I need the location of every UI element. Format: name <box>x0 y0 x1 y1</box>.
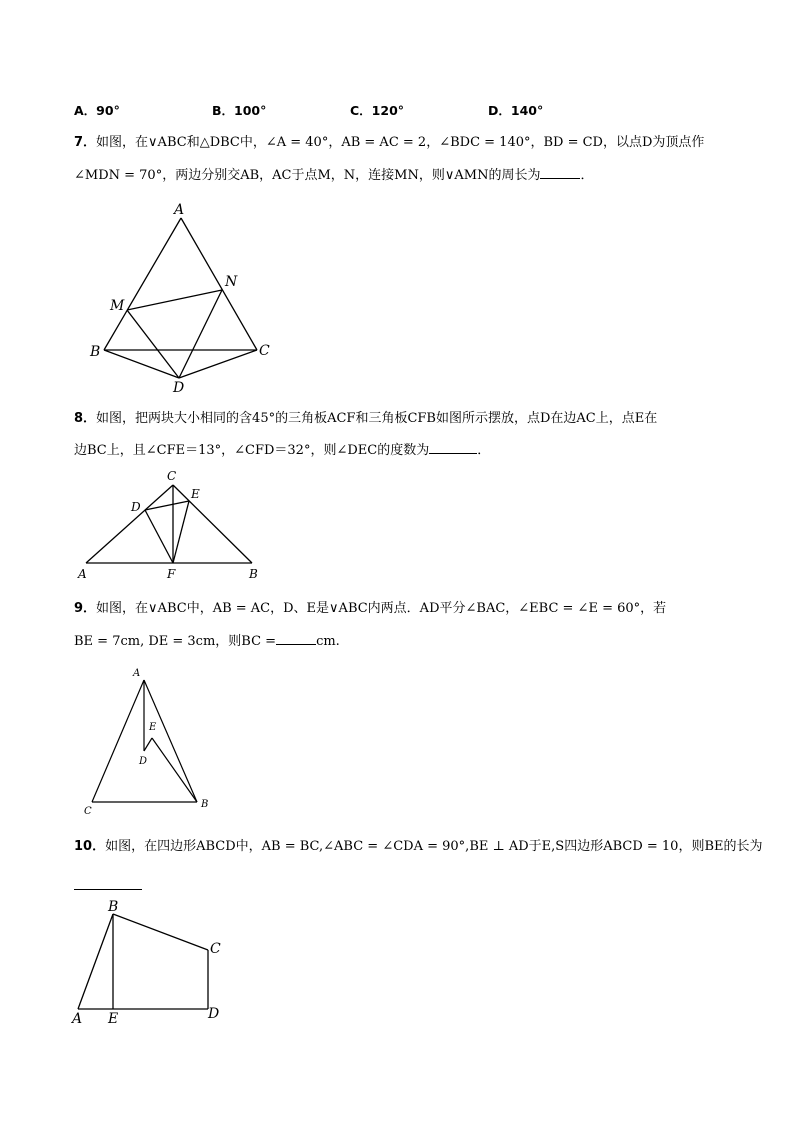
q8-label-a: A <box>78 567 87 581</box>
q10-label-c: C <box>210 941 221 957</box>
q7-label-a: A <box>174 202 185 218</box>
q10-line-1 <box>74 838 762 856</box>
q6-option-b: B．100° <box>212 103 267 118</box>
q8-edge-df <box>145 510 173 563</box>
q8-number: 8． <box>74 411 97 426</box>
q7-line-1 <box>74 134 704 152</box>
q8-text-2: 边BC上，且∠CFE＝13°，∠CFD＝32°，则∠DEC的度数为 <box>74 443 430 458</box>
q7-label-n: N <box>225 274 238 290</box>
q9-edge-ab-left <box>92 680 144 802</box>
q10-figure <box>66 896 236 1030</box>
q8-label-c: C <box>167 469 177 483</box>
q10-label-b: B <box>108 899 119 915</box>
q9-edge-de <box>144 738 152 751</box>
q7-label-b: B <box>90 344 101 360</box>
q10-label-d: D <box>208 1006 220 1022</box>
q9-text-2: BE = 7cm, DE = 3cm，则BC = <box>74 634 277 649</box>
q9-figure <box>80 664 220 818</box>
q9-label-b: B <box>201 799 209 810</box>
q7-text-1: 如图，在∨ABC和△DBC中，∠A = 40°，AB = AC = 2，∠BDC = 140°，BD = CD，以点D为顶点作 <box>96 135 705 150</box>
q7-line-2 <box>74 166 593 185</box>
q9-label-d: D <box>139 756 148 767</box>
q8-edge-ef <box>173 501 189 563</box>
q7-label-c: C <box>259 343 270 359</box>
q9-line-2 <box>74 632 340 651</box>
q9-text-2-end: cm. <box>316 634 340 649</box>
q7-label-m: M <box>110 298 125 314</box>
q7-text-2: ∠MDN = 70°，两边分别交AB，AC于点M，N，连接MN，则∨AMN的周长为 <box>74 168 541 183</box>
q9-label-e: E <box>149 722 157 733</box>
q10-edge-bc <box>113 914 208 950</box>
q7-figure <box>84 198 284 398</box>
q10-answer-blank <box>74 889 142 890</box>
q10-number: 10． <box>74 839 106 854</box>
q7-text-2-end: ． <box>580 168 594 183</box>
q10-label-a: A <box>72 1011 83 1027</box>
q7-edge-mn <box>127 290 222 310</box>
q7-label-d: D <box>173 380 185 396</box>
q10-edge-ab <box>78 914 113 1009</box>
q9-edge-ab-right <box>144 680 197 802</box>
q7-edge-ac <box>181 218 257 350</box>
q9-line-1 <box>74 600 666 618</box>
q8-figure <box>70 466 270 584</box>
q8-line-1 <box>74 410 657 428</box>
q8-label-f: F <box>167 567 176 581</box>
q8-edge-ac <box>86 485 173 563</box>
q10-text-1: 如图，在四边形ABCD中，AB = BC,∠ABC = ∠CDA = 90°,BE ⊥ AD于E,S四边形ABCD = 10，则BE的长为 <box>105 839 763 854</box>
q9-number: 9． <box>74 601 97 616</box>
q9-answer-blank <box>276 632 316 645</box>
q8-edge-de <box>145 501 189 510</box>
q9-text-1: 如图，在∨ABC中，AB = AC，D、E是∨ABC内两点．AD平分∠BAC，∠EBC = ∠E = 60°，若 <box>96 601 667 616</box>
q9-label-c: C <box>84 806 92 817</box>
q9-label-a: A <box>133 668 141 679</box>
q7-number: 7． <box>74 135 97 150</box>
q6-option-d: D．140° <box>488 103 544 118</box>
q10-label-e: E <box>108 1011 119 1027</box>
q9-edge-eb <box>152 738 197 802</box>
q8-answer-blank <box>429 441 477 454</box>
q8-text-2-end: ． <box>477 443 491 458</box>
q8-edge-cb <box>173 485 252 563</box>
q8-line-2 <box>74 441 490 460</box>
q6-option-c: C．120° <box>350 103 405 118</box>
q8-label-e: E <box>191 487 200 501</box>
q8-label-d: D <box>131 500 141 514</box>
q8-text-1: 如图，把两块大小相同的含45°的三角板ACF和三角板CFB如图所示摆放，点D在边AC上，点E在 <box>96 411 658 426</box>
q7-answer-blank <box>540 166 580 179</box>
q6-option-a: A．90° <box>74 103 120 118</box>
q8-label-b: B <box>249 567 258 581</box>
